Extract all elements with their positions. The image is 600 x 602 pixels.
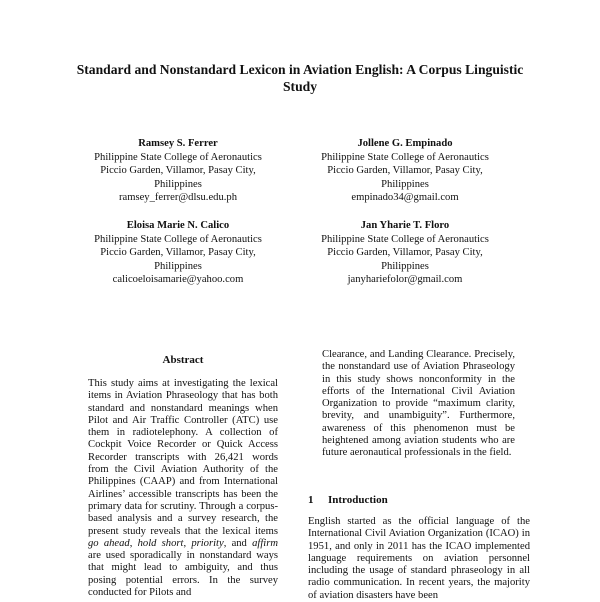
author-block (63, 137, 293, 205)
abstract-continued (322, 349, 515, 460)
abstract-heading: Abstract (162, 354, 204, 366)
author-country: Philippines (154, 178, 202, 190)
author-block (290, 219, 520, 287)
author-block (63, 219, 293, 287)
introduction-paragraph: English started as the official language of the International Civil Aviation Organization (ICAO) in 1951, and only in 2011 has the ICAO implemented language requirements on aviation personnel including the usage of standard phraseology in all radio communication. In recent years, the majority of aviation disasters have been (308, 516, 530, 601)
author-name: Jan Yharie T. Floro (360, 220, 450, 231)
author-email: ramsey_ferrer@dlsu.edu.ph (118, 192, 237, 204)
author-country: Philippines (381, 260, 429, 272)
author-name: Ramsey S. Ferrer (138, 138, 218, 149)
abstract-continued-paragraph: Clearance, and Landing Clearance. Precisely, the nonstandard use of Aviation Phraseology in this study shows nonconformity in the efforts of the International Civil Aviation Organization to provide “maximum clarity, brevity, and unambiguity”. Furthermore, awareness of this phenomenon must be heightened among aviation students who are future aeronautical professionals in the field. (322, 349, 515, 459)
author-address: Piccio Garden, Villamor, Pasay City, (100, 247, 256, 259)
author-country: Philippines (381, 178, 429, 190)
author-affiliation: Philippine State College of Aeronautics (94, 151, 262, 163)
author-affiliation: Philippine State College of Aeronautics (321, 151, 489, 163)
author-address: Piccio Garden, Villamor, Pasay City, (100, 165, 256, 177)
author-address: Piccio Garden, Villamor, Pasay City, (327, 165, 483, 177)
author-email: janyhariefolor@gmail.com (347, 274, 463, 286)
author-country: Philippines (154, 260, 202, 272)
author-affiliation: Philippine State College of Aeronautics (94, 233, 262, 245)
section-heading-introduction (308, 494, 388, 506)
author-name: Eloisa Marie N. Calico (126, 220, 230, 231)
introduction-body (308, 516, 530, 602)
abstract-paragraph: This study aims at investigating the lexical items in Aviation Phraseology that has both standard and nonstandard meanings when Pilot and Air Traffic Controller (ATC) use them in radiotelephony. A collection of Cockpit Voice Recorder or Quick Access Recorder transcripts with 26,421 words from the Civil Aviation Authority of the Philippines (CAAP) and from International Airlines’ accessible transcripts has been the primary data for scrutiny. Through a corpus-based analysis and a survey research, the present study reveals that the lexical items go ahead, hold short, priority, and affirm are used sporadically in nonstandard ways that might lead to ambiguity, and thus posing potential errors. In the survey conducted for Pilots and (88, 378, 278, 599)
section-number: 1 (308, 494, 314, 506)
author-email: empinado34@gmail.com (351, 192, 459, 204)
author-email: calicoeloisamarie@yahoo.com (112, 274, 244, 286)
paper-title: Standard and Nonstandard Lexicon in Aviation English: A Corpus Linguistic Study (76, 62, 524, 94)
abstract-body (88, 378, 278, 599)
author-block (290, 137, 520, 205)
section-title: Introduction (328, 494, 388, 506)
author-affiliation: Philippine State College of Aeronautics (321, 233, 489, 245)
author-address: Piccio Garden, Villamor, Pasay City, (327, 247, 483, 259)
author-name: Jollene G. Empinado (357, 138, 453, 149)
